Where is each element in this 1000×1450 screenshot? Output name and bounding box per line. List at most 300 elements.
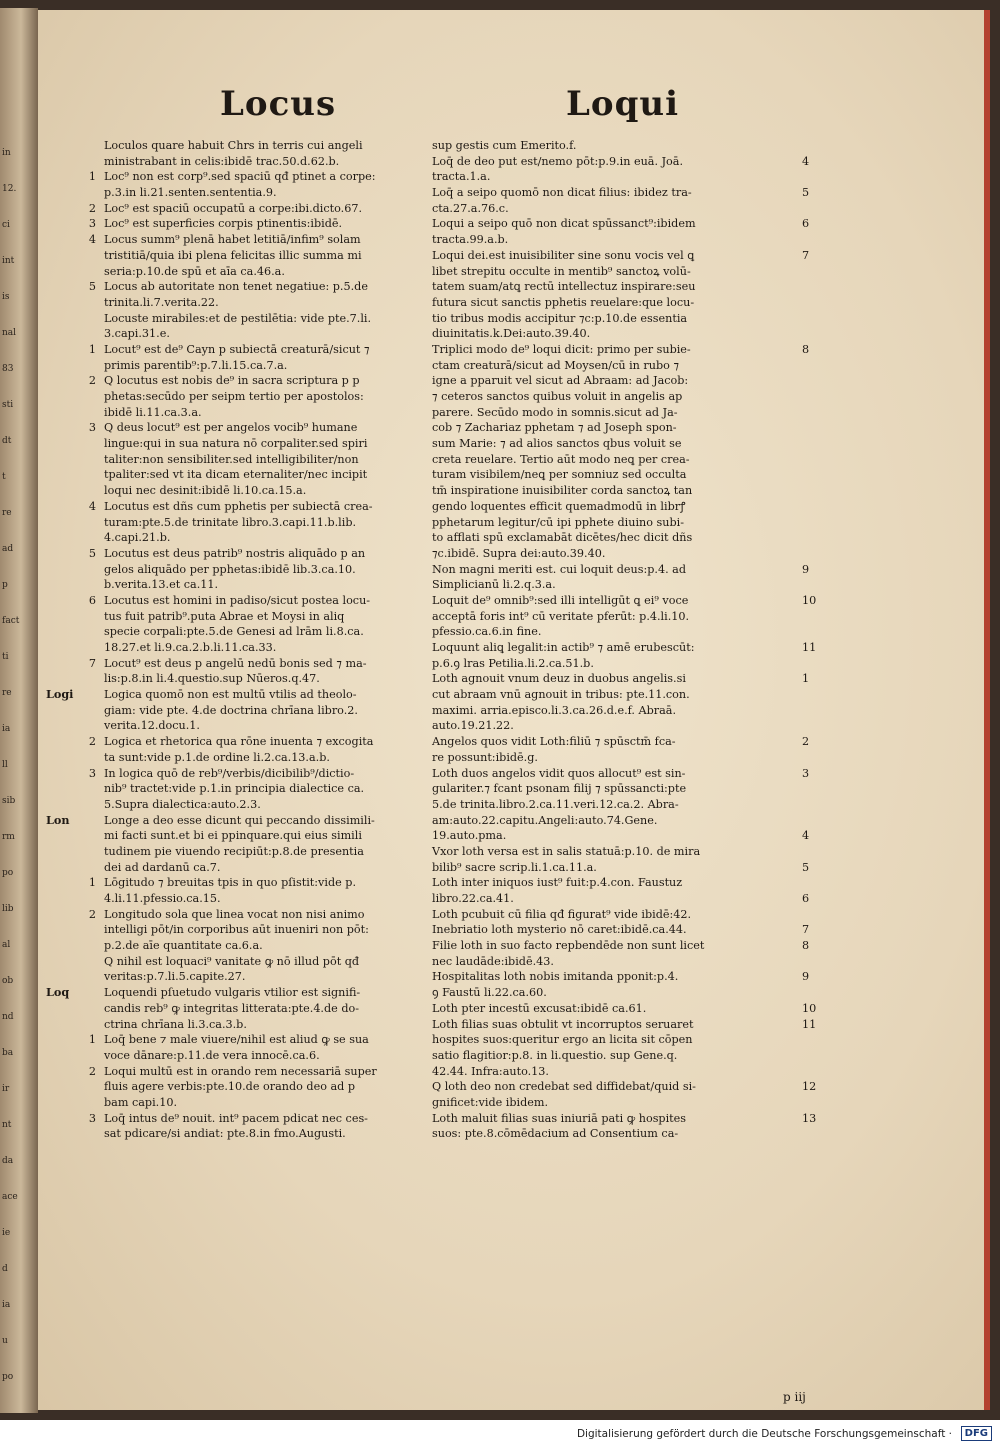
entry-text: gelos aliquādo per pphetas:ibidē lib.3.ca.10. — [104, 562, 356, 576]
entry-text: Loc⁹ non est corp⁹.sed spaciū qđ ptinet a corpe: — [104, 170, 376, 184]
index-line — [46, 985, 436, 1001]
entry-text: Loquit de⁹ omnib⁹:sed illi intelligūt ꝗ ei⁹ voce — [432, 593, 689, 607]
index-line — [46, 687, 436, 703]
entry-text: Logica et rhetorica qua rōne inuenta ⁊ excogita — [104, 735, 374, 749]
index-line — [46, 530, 436, 546]
index-line — [46, 420, 436, 436]
facing-page-fragment: ace — [2, 1192, 18, 1202]
entry-text: Locut⁹ est deus p angelū nedū bonis sed ⁊ ma- — [104, 656, 367, 670]
entry-text: ctrina chrīana li.3.ca.3.b. — [104, 1017, 247, 1031]
entry-text: cob ⁊ Zachariaz pphetam ⁊ ad Joseph spon- — [432, 421, 677, 435]
entry-number: 11 — [802, 641, 817, 654]
index-line — [430, 985, 850, 1001]
index-line — [46, 656, 436, 672]
index-line — [46, 279, 436, 295]
index-line — [430, 1095, 850, 1111]
entry-text: Longe a deo esse dicunt qui peccando dissimili- — [104, 813, 375, 827]
facing-page-fragment: t — [2, 472, 6, 482]
entry-number: 1 — [88, 342, 96, 356]
entry-text: ministrabant in celis:ibidē trac.50.d.62.b. — [104, 154, 340, 168]
entry-number: 1 — [802, 672, 810, 686]
header-left: Locus — [220, 84, 337, 124]
entry-text: In logica quō de reb⁹/verbis/dicibilib⁹/dictio- — [104, 766, 355, 780]
index-line — [46, 358, 436, 374]
index-line — [46, 201, 436, 217]
entry-text: tristitiā/quia ibi plena felicitas illic summa mi — [104, 248, 362, 262]
entry-text: p.2.de aīe quantitate ca.6.a. — [104, 939, 263, 953]
index-line — [430, 154, 850, 170]
entry-text: am:auto.22.capitu.Angeli:auto.74.Gene. — [432, 813, 658, 827]
index-line — [430, 216, 850, 232]
entry-text: taliter:non sensibiliter.sed intelligibiliter/non — [104, 452, 359, 466]
index-line — [430, 844, 850, 860]
facing-page-fragment: 12. — [2, 184, 17, 194]
index-line — [430, 436, 850, 452]
entry-text: pfessio.ca.6.in fine. — [432, 625, 542, 639]
entry-text: ꝯ Faustū li.22.ca.60. — [432, 986, 547, 1000]
index-line — [46, 750, 436, 766]
index-line — [46, 640, 436, 656]
facing-page-fragment: ll — [2, 760, 8, 770]
entry-text: veritas:p.7.li.5.capite.27. — [104, 970, 246, 984]
entry-text: turam:pte.5.de trinitate libro.3.capi.11.b.lib. — [104, 515, 357, 529]
entry-text: Loqui multū est in orando rem necessariā super — [104, 1064, 377, 1078]
entry-text: fluis agere verbis:pte.10.de orando deo ad p — [104, 1080, 356, 1094]
entry-text: 3.capi.31.e. — [104, 327, 170, 341]
index-line — [46, 216, 436, 232]
entry-text: Locus ab autoritate non tenet negatiue: p.5.de — [104, 280, 368, 294]
entry-text: 4.li.11.pfessio.ca.15. — [104, 892, 221, 905]
index-line — [430, 452, 850, 468]
index-line — [430, 828, 850, 844]
index-line — [430, 781, 850, 797]
entry-number: 5 — [88, 280, 96, 294]
entry-text: Q deus locut⁹ est per angelos vocib⁹ humane — [104, 421, 358, 435]
entry-number: 1 — [88, 170, 96, 184]
entry-text: bam capi.10. — [104, 1095, 178, 1109]
index-line — [430, 954, 850, 970]
entry-number: 3 — [802, 766, 810, 780]
index-line — [46, 922, 436, 938]
entry-text: tpaliter:sed vt ita dicam eternaliter/nec incipit — [104, 468, 368, 482]
facing-page-fragment: lib — [2, 904, 14, 914]
index-line — [430, 969, 850, 985]
entry-number: 2 — [88, 201, 96, 215]
facing-page-fragment: ob — [2, 976, 14, 986]
index-line — [430, 797, 850, 813]
index-line — [430, 734, 850, 750]
index-line — [430, 1064, 850, 1080]
index-line — [46, 311, 436, 327]
entry-text: specie corpali:pte.5.de Genesi ad lrām li.8.ca. — [104, 625, 364, 639]
facing-page-fragment: ie — [2, 1228, 11, 1238]
facing-page-fragment: rm — [2, 832, 15, 842]
index-line — [46, 389, 436, 405]
index-line — [430, 593, 850, 609]
index-line — [46, 232, 436, 248]
entry-text: seria:p.10.de spū et aīa ca.46.a. — [104, 264, 285, 278]
entry-number: 8 — [802, 342, 810, 356]
entry-text: ibidē li.11.ca.3.a. — [104, 405, 202, 419]
keyword-marker: Logi — [46, 687, 74, 702]
entry-text: voce dānare:p.11.de vera innocē.ca.6. — [104, 1048, 320, 1062]
index-line — [430, 1126, 850, 1142]
keyword-marker: Lon — [46, 812, 70, 827]
facing-page-fragment: re — [2, 508, 12, 518]
entry-text: Loc⁹ est spaciū occupatū a corpe:ibi.dicto.67. — [104, 201, 363, 215]
index-line — [46, 718, 436, 734]
index-line — [430, 703, 850, 719]
entry-text: bilib⁹ sacre scrip.li.1.ca.11.a. — [432, 860, 597, 874]
facing-page-fragment: in — [2, 148, 11, 158]
index-line — [46, 264, 436, 280]
index-line — [430, 875, 850, 891]
index-line — [430, 138, 850, 154]
index-line — [430, 232, 850, 248]
index-line — [46, 405, 436, 421]
signature-mark: p iij — [783, 1390, 806, 1404]
entry-text: Loth pter incestū excusat:ibidē ca.61. — [432, 1001, 647, 1015]
index-line — [430, 813, 850, 829]
entry-number: 4 — [88, 233, 96, 247]
index-line — [46, 185, 436, 201]
index-line — [430, 264, 850, 280]
entry-text: sat pdicare/si andiat: pte.8.in fmo.Augusti. — [104, 1127, 346, 1141]
index-line — [46, 938, 436, 954]
entry-text: satio flagitior:p.8. in li.questio. sup Gene.q. — [432, 1048, 678, 1062]
index-line — [430, 311, 850, 327]
entry-text: cta.27.a.76.c. — [432, 201, 509, 215]
entry-text: loqui nec desinit:ibidē li.10.ca.15.a. — [104, 484, 307, 498]
entry-text: Filie loth in suo facto repbendēde non sunt licet — [432, 939, 705, 953]
entry-text: acceptā foris int⁹ cū veritate pferūt: p.4.li.10. — [432, 609, 690, 623]
index-line — [430, 624, 850, 640]
index-line — [46, 515, 436, 531]
entry-text: 5.Supra dialectica:auto.2.3. — [104, 797, 261, 811]
entry-text: 18.27.et li.9.ca.2.b.li.11.ca.33. — [104, 641, 277, 654]
entry-text: libet strepitu occulte in mentib⁹ sanctoꝝ volū- — [432, 264, 691, 278]
entry-text: Triplici modo de⁹ loqui dicit: primo per subie- — [432, 342, 691, 356]
entry-text: Q loth deo non credebat sed diffidebat/quid si- — [432, 1080, 696, 1094]
index-line — [430, 671, 850, 687]
entry-text: tus fuit patrib⁹.puta Abrae et Moysi in aliq — [104, 609, 345, 623]
entry-text: mi facti sunt.et bi ei ppinquare.qui eius simili — [104, 829, 362, 843]
facing-page-fragment: p — [2, 580, 8, 590]
entry-text: sup gestis cum Emerito.f. — [432, 139, 577, 152]
facing-page-fragment: int — [2, 256, 15, 266]
entry-number: 7 — [802, 923, 810, 937]
facing-page-fragment: ad — [2, 544, 14, 554]
entry-text: ⁊ ceteros sanctos quibus voluit in angelis ap — [432, 390, 683, 403]
index-line — [430, 420, 850, 436]
index-line — [430, 389, 850, 405]
index-line — [430, 467, 850, 483]
entry-text: phetas:secūdo per seipm tertio per apostolos: — [104, 390, 364, 403]
entry-text: Loqui a seipo quō non dicat spūssanct⁹:ibidem — [432, 217, 696, 231]
entry-text: Logica quomō non est multū vtilis ad theolo- — [104, 688, 357, 702]
index-line — [430, 1017, 850, 1033]
facing-page-fragment: is — [2, 292, 10, 302]
book-page — [38, 10, 990, 1410]
index-line — [46, 1048, 436, 1064]
entry-number: 12 — [802, 1080, 817, 1094]
entry-number: 9 — [802, 562, 810, 576]
entry-text: diuinitatis.k.Dei:auto.39.40. — [432, 327, 591, 341]
index-line — [46, 1032, 436, 1048]
index-line — [46, 1079, 436, 1095]
facing-page-fragment: sti — [2, 400, 14, 410]
entry-text: primis parentib⁹:p.7.li.15.ca.7.a. — [104, 358, 288, 372]
facing-page-fragment: d — [2, 1264, 8, 1274]
entry-text: to afflati spū exclamabāt dicētes/hec dicit dñs — [432, 531, 693, 545]
facing-page-fragment: ia — [2, 1300, 11, 1310]
index-line — [46, 483, 436, 499]
entry-text: dei ad dardanū ca.7. — [104, 860, 221, 874]
index-line — [46, 562, 436, 578]
index-line — [430, 515, 850, 531]
entry-number: 8 — [802, 939, 810, 953]
entry-number: 2 — [802, 735, 810, 749]
entry-text: Longitudo sola que linea vocat non nisi animo — [104, 907, 365, 921]
entry-text: turam visibilem/neꝗ per somniuz sed occulta — [432, 468, 687, 482]
entry-text: trinita.li.7.verita.22. — [104, 295, 219, 309]
entry-text: re possunt:ibidē.g. — [432, 750, 538, 764]
entry-text: tatem suam/atꝗ rectū intellectuz inspirare:seu — [432, 280, 696, 294]
index-line — [46, 781, 436, 797]
entry-text: candis reb⁹ ꝙ integritas litterata:pte.4.de do- — [104, 1001, 360, 1015]
facing-page-fragment: fact — [2, 616, 20, 626]
entry-text: gnificet:vide ibidem. — [432, 1095, 549, 1109]
entry-number: 2 — [88, 735, 96, 749]
entry-text: Loquunt aliꝗ legalit:in actib⁹ ⁊ amē erubescūt: — [432, 641, 695, 654]
entry-number: 4 — [802, 829, 810, 843]
entry-text: Loth pcubuit cū filia qđ figurat⁹ vide ibidē:42. — [432, 907, 692, 921]
index-line — [46, 436, 436, 452]
index-line — [46, 342, 436, 358]
index-line — [46, 1017, 436, 1033]
index-line — [46, 907, 436, 923]
index-line — [46, 248, 436, 264]
facing-page-fragment: ia — [2, 724, 11, 734]
entry-text: pphetarum legitur/cū ipi pphete diuino subi- — [432, 515, 684, 529]
index-line — [430, 750, 850, 766]
index-line — [430, 342, 850, 358]
entry-text: parere. Secūdo modo in somnis.sicut ad Ja- — [432, 405, 678, 419]
index-line — [430, 185, 850, 201]
dfg-logo: DFG — [961, 1426, 992, 1441]
entry-text: auto.19.21.22. — [432, 719, 514, 733]
index-line — [46, 1111, 436, 1127]
index-line — [430, 1111, 850, 1127]
entry-text: nib⁹ tractet:vide p.1.in principia dialectice ca. — [104, 782, 365, 796]
entry-text: Locus summ⁹ plenā habet letitiā/infim⁹ solam — [104, 233, 361, 247]
entry-text: Loth maluit filias suas iniuriā pati ꝙ hospites — [432, 1111, 687, 1125]
entry-text: nec laudāde:ibidē.43. — [432, 954, 554, 968]
entry-number: 5 — [802, 860, 810, 874]
entry-text: ⁊c.ibidē. Supra dei:auto.39.40. — [432, 546, 606, 560]
entry-text: libro.22.ca.41. — [432, 892, 514, 905]
index-line — [46, 1001, 436, 1017]
index-line — [46, 860, 436, 876]
facing-page-fragment: po — [2, 1372, 14, 1382]
entry-text: Angelos quos vidit Loth:filiū ⁊ spūsctm̄ fca- — [432, 735, 676, 749]
entry-text: ctam creaturā/sicut ad Moysen/cū in rubo ⁊ — [432, 358, 679, 372]
entry-text: tracta.1.a. — [432, 170, 491, 184]
index-line — [46, 577, 436, 593]
entry-text: Loq̄ bene ⁊ male viuere/nihil est aliud ꝙ se sua — [104, 1033, 369, 1047]
index-line — [46, 703, 436, 719]
entry-text: igne a pparuit vel sicut ad Abraam: ad Jacob: — [432, 374, 689, 388]
facing-page-fragment: nt — [2, 1120, 12, 1130]
index-line — [430, 248, 850, 264]
index-line — [46, 1064, 436, 1080]
entry-text: Loth duos angelos vidit quos allocut⁹ est sin- — [432, 766, 686, 780]
entry-text: p.3.in li.21.senten.sententia.9. — [104, 186, 277, 200]
facing-page-fragment: 83 — [2, 364, 14, 374]
index-line — [430, 201, 850, 217]
entry-text: Loqui dei.est inuisibiliter sine sonu vocis vel ꝗ — [432, 248, 695, 262]
entry-text: Locuste mirabiles:et de pestilētia: vide pte.7.li. — [104, 311, 372, 325]
entry-text: suos: pte.8.cōmēdacium ad Consentium ca- — [432, 1127, 679, 1141]
entry-text: Locutus est homini in padiso/sicut postea locu- — [104, 593, 371, 607]
entry-text: Locutus est deus patrib⁹ nostris aliquādo p an — [104, 546, 366, 560]
entry-number: 6 — [802, 892, 810, 905]
index-line — [46, 813, 436, 829]
index-line — [46, 954, 436, 970]
index-line — [430, 718, 850, 734]
index-line — [430, 891, 850, 907]
entry-text: sum Marie: ⁊ ad alios sanctos qbus voluit se — [432, 437, 682, 451]
index-line — [46, 138, 436, 154]
entry-text: cut abraam vnū agnouit in tribus: pte.11.con. — [432, 688, 690, 702]
entry-number: 1 — [88, 876, 96, 890]
entry-text: Loq̄ a seipo quomō non dicat filius: ibidez tra- — [432, 186, 692, 200]
entry-text: Hospitalitas loth nobis imitanda pponit:p.4. — [432, 970, 679, 984]
entry-number: 10 — [802, 1001, 817, 1015]
facing-page-fragment: al — [2, 940, 11, 950]
index-line — [46, 1095, 436, 1111]
entry-text: Loth inter iniquos iust⁹ fuit:p.4.con. Faustuz — [432, 876, 683, 890]
index-line — [46, 326, 436, 342]
index-line — [430, 656, 850, 672]
index-line — [430, 358, 850, 374]
index-line — [46, 624, 436, 640]
index-line — [430, 1032, 850, 1048]
entry-number: 7 — [88, 656, 96, 670]
index-line — [46, 671, 436, 687]
entry-text: 42.44. Infra:auto.13. — [432, 1064, 549, 1078]
entry-text: Inebriatio loth mysterio nō caret:ibidē.ca.44. — [432, 923, 687, 937]
entry-text: 19.auto.pma. — [432, 829, 507, 843]
index-line — [46, 154, 436, 170]
facing-page-fragment: ti — [2, 652, 9, 662]
facing-page-fragment: dt — [2, 436, 12, 446]
funding-credit: Digitalisierung gefördert durch die Deutsche Forschungsgemeinschaft · — [576, 1428, 952, 1440]
entry-text: tio tribus modis accipitur ⁊c:p.10.de essentia — [432, 311, 688, 325]
index-line — [430, 1001, 850, 1017]
index-line — [430, 640, 850, 656]
entry-number: 10 — [802, 593, 817, 607]
entry-text: tudinem pie viuendo recipiūt:p.8.de presentia — [104, 844, 364, 858]
entry-number: 3 — [88, 217, 96, 231]
index-line — [430, 860, 850, 876]
entry-number: 1 — [88, 1033, 96, 1047]
entry-text: tm̄ inspiratione inuisibiliter corda sanctoꝝ tan — [432, 484, 693, 498]
index-line — [46, 593, 436, 609]
index-line — [430, 562, 850, 578]
index-line — [46, 766, 436, 782]
index-line — [46, 452, 436, 468]
index-line — [430, 530, 850, 546]
index-line — [46, 844, 436, 860]
entry-text: Loth agnouit vnum deuz in duobus angelis.si — [432, 672, 686, 686]
keyword-marker: Loq — [46, 985, 70, 1000]
header-right: Loqui — [566, 84, 679, 124]
footer-bar — [0, 1420, 1000, 1450]
index-line — [430, 483, 850, 499]
index-line — [430, 405, 850, 421]
entry-number: 9 — [802, 970, 810, 984]
entry-text: Locutus est dñs cum pphetis per subiectā crea- — [104, 499, 373, 513]
entry-text: Non magni meriti est. cui loquit deus:p.4. ad — [432, 562, 687, 576]
entry-number: 13 — [802, 1111, 817, 1125]
index-line — [46, 546, 436, 562]
entry-text: p.6.ꝯ lras Petilia.li.2.ca.51.b. — [432, 656, 594, 670]
entry-number: 4 — [88, 499, 96, 513]
entry-text: b.verita.13.et ca.11. — [104, 578, 219, 592]
facing-page-fragment: ba — [2, 1048, 14, 1058]
entry-text: tracta.99.a.b. — [432, 233, 509, 247]
entry-text: Vxor loth versa est in salis statuā:p.10. de mira — [432, 844, 701, 858]
index-line — [430, 766, 850, 782]
entry-text: gendo loquentes efficit quemadmodū in librꝭ — [432, 499, 686, 513]
left-column — [46, 138, 436, 1142]
entry-text: gulariter.⁊ fcant psonam filij ⁊ spūssancti:pte — [432, 782, 687, 796]
entry-text: lingue:qui in sua natura nō corpaliter.sed spiri — [104, 437, 368, 451]
entry-number: 5 — [802, 186, 810, 200]
entry-text: Loq̄ intus de⁹ nouit. int⁹ pacem pdicat nec ces- — [104, 1111, 368, 1125]
index-line — [430, 577, 850, 593]
entry-text: giam: vide pte. 4.de doctrina chrīana libro.2. — [104, 703, 358, 717]
entry-number: 7 — [802, 248, 810, 262]
entry-text: Q locutus est nobis de⁹ in sacra scriptura p p — [104, 374, 360, 388]
entry-text: Loquendi pſuetudo vulgaris vtilior est signifi- — [104, 986, 361, 1000]
entry-number: 3 — [88, 766, 96, 780]
entry-number: 11 — [802, 1017, 817, 1031]
entry-number: 4 — [802, 154, 810, 168]
index-line — [46, 797, 436, 813]
entry-text: Loculos quare habuit Chrs in terris cui angeli — [104, 139, 363, 152]
index-line — [46, 734, 436, 750]
entry-text: verita.12.docu.1. — [104, 719, 200, 733]
index-line — [46, 373, 436, 389]
index-line — [46, 295, 436, 311]
right-column — [430, 138, 850, 1142]
facing-page-fragment: po — [2, 868, 14, 878]
index-line — [430, 938, 850, 954]
entry-text: Lōgitudo ⁊ breuitas tpis in quo pſistit:vide p. — [104, 876, 356, 890]
facing-page-fragment: u — [2, 1336, 8, 1346]
entry-text: Loth filias suas obtulit vt incorruptos seruaret — [432, 1017, 694, 1031]
index-line — [46, 1126, 436, 1142]
entry-text: Simplicianū li.2.q.3.a. — [432, 578, 556, 592]
index-line — [430, 1079, 850, 1095]
entry-number: 3 — [88, 421, 96, 435]
facing-page-fragment: da — [2, 1156, 14, 1166]
index-line — [430, 373, 850, 389]
entry-number: 3 — [88, 1111, 96, 1125]
entry-text: maximi. arria.episco.li.3.ca.26.d.e.f. Abraā. — [432, 703, 676, 717]
